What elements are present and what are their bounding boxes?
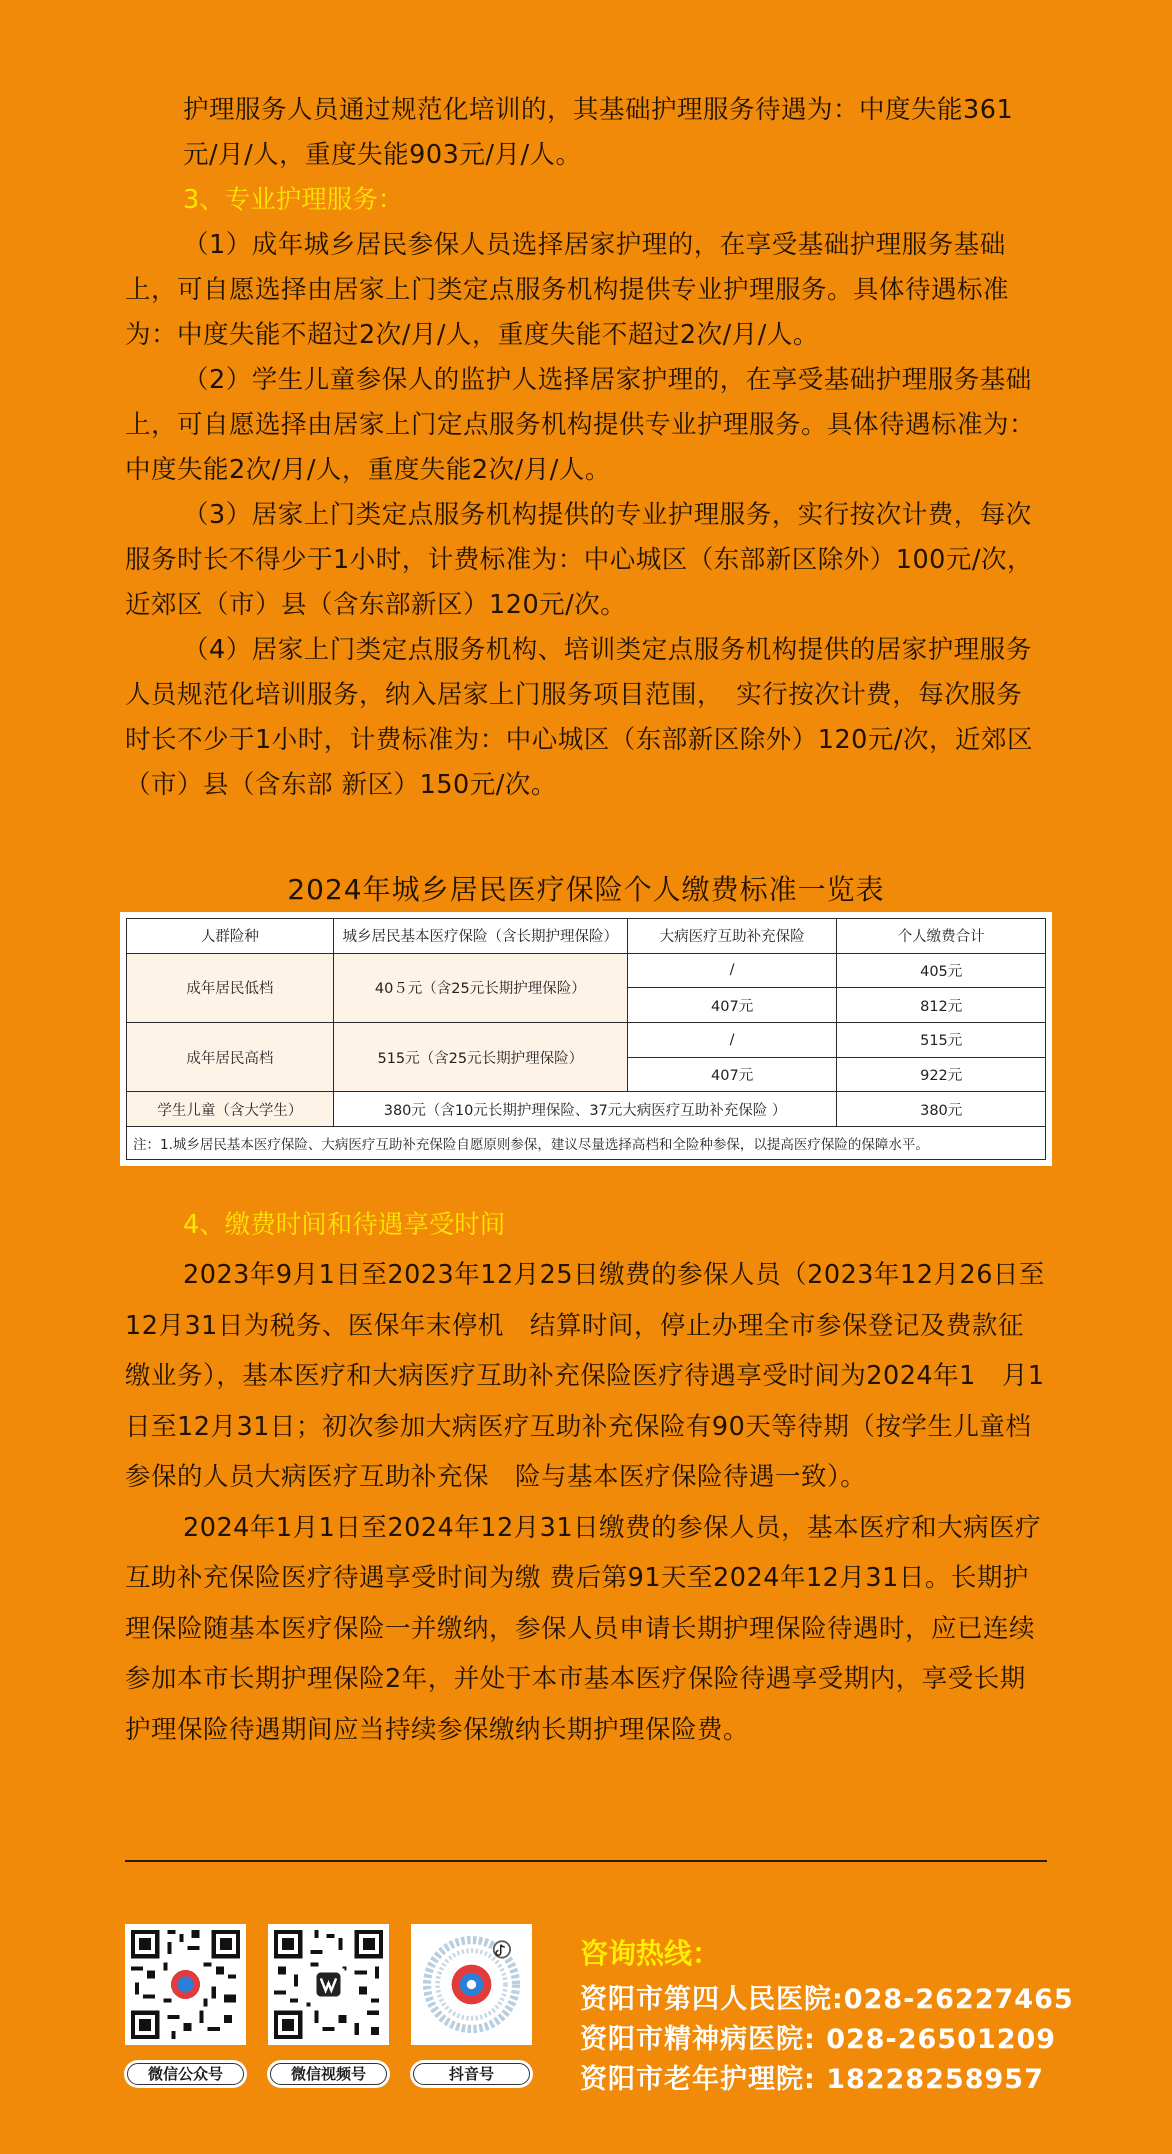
table-header-row	[127, 919, 1046, 954]
qr-pattern	[270, 1926, 387, 2043]
section-divider	[125, 1860, 1047, 1862]
table-cell-basic: 40５元（含25元长期护理保险）	[333, 953, 627, 1022]
table-cell-group-name: 成年居民高档	[127, 1022, 334, 1091]
qr-code-douyin	[411, 1924, 532, 2045]
table-row	[127, 1092, 1046, 1127]
hotline-title: 咨询热线：	[580, 1937, 721, 1970]
paragraph-payment-2024: 2024年1月1日至2024年12月31日缴费的参保人员，基本医疗和大病医疗互助补充保险医疗待遇享受时间为缴 费后第91天至2024年12月31日。长期护理保险随基本医疗保险一并缴纳，参保人员申请长期护理保险待遇时，应已连续参加本市长期护理保险2年，并处于本市基本医疗保险待遇享受期内，享受长期护理保险待遇期间应当持续参保缴纳长期护理保险费。	[125, 1512, 1042, 1745]
hotline-mental-hospital: 资阳市精神病医院: 028-26501209	[580, 2024, 1057, 2055]
qr-label-text: 微信视频号	[270, 2063, 387, 2085]
table-cell-total: 405元	[837, 953, 1046, 988]
table-cell-group-name: 成年居民低档	[127, 953, 334, 1022]
table-header-cell: 大病医疗互助补充保险	[627, 919, 837, 954]
fee-table-container	[120, 912, 1052, 1166]
table-header-cell: 个人缴费合计	[837, 919, 1046, 954]
qr-code-wechat-channels	[268, 1924, 389, 2045]
table-cell-total: 812元	[837, 988, 1046, 1023]
table-cell-extra: /	[627, 1022, 837, 1057]
hotline-elderly-care: 资阳市老年护理院: 18228258957	[580, 2064, 1044, 2095]
paragraph-item-1: （1）成年城乡居民参保人员选择居家护理的，在享受基础护理服务基础上，可自愿选择由居家上门类定点服务机构提供专业护理服务。具体待遇标准为：中度失能不超过2次/月/人，重度失能不超过2次/月/人。	[125, 230, 1010, 350]
table-cell-extra: /	[627, 953, 837, 988]
table-cell-total: 515元	[837, 1022, 1046, 1057]
qr-label-text: 抖音号	[413, 2063, 530, 2085]
heading-payment-time: 4、缴费时间和待遇享受时间	[183, 1210, 506, 1240]
qr-label-wechat-channels	[267, 2060, 390, 2088]
table-note: 注：1.城乡居民基本医疗保险、大病医疗互助补充保险自愿原则参保，建议尽量选择高档和全险种参保，以提高医疗保险的保障水平。	[127, 1126, 1046, 1159]
table-cell-basic: 380元（含10元长期护理保险、37元大病医疗互助补充保险 ）	[333, 1092, 837, 1127]
qr-label-wechat-official	[124, 2060, 247, 2088]
table-cell-total: 922元	[837, 1057, 1046, 1092]
paragraph-item-3: （3）居家上门类定点服务机构提供的专业护理服务，实行按次计费，每次服务时长不得少于1小时，计费标准为：中心城区（东部新区除外）100元/次，近郊区（市）县（含东部新区）120元/次。	[125, 500, 1033, 620]
payment-time-section	[125, 1200, 1047, 1755]
table-cell-group-name: 学生儿童（含大学生）	[127, 1092, 334, 1127]
douyin-code-pattern	[413, 1926, 530, 2043]
qr-code-wechat-official	[125, 1924, 246, 2045]
qr-pattern	[127, 1926, 244, 2043]
table-cell-extra: 407元	[627, 1057, 837, 1092]
table-cell-total: 380元	[837, 1092, 1046, 1127]
table-row	[127, 1022, 1046, 1057]
paragraph-item-4: （4）居家上门类定点服务机构、培训类定点服务机构提供的居家护理服务人员规范化培训服务，纳入居家上门服务项目范围， 实行按次计费，每次服务时长不少于1小时，计费标准为：中心城区（东部新区除外）120元/次，近郊区（市）县（含东部 新区）150元/次。	[125, 635, 1033, 800]
paragraph-basic-care-cont: 护理服务人员通过规范化培训的，其基础护理服务待遇为：中度失能361元/月/人，重度失能903元/月/人。	[183, 95, 1014, 170]
paragraph-payment-2023: 2023年9月1日至2023年12月25日缴费的参保人员（2023年12月26日至12月31日为税务、医保年末停机 结算时间，停止办理全市参保登记及费款征缴业务），基本医疗和大病医疗互助补充保险医疗待遇享受时间为2024年1 月1日至12月31日；初次参加大病医疗互助补充保险有90天等待期（按学生儿童档参保的人员大病医疗互助补充保 险与基本医疗保险待遇一致）。	[125, 1260, 1045, 1492]
table-note-row	[127, 1126, 1046, 1159]
table-cell-extra: 407元	[627, 988, 837, 1023]
hotline-fourth-hospital: 资阳市第四人民医院:028-26227465	[580, 1984, 1074, 2015]
table-header-cell: 人群险种	[127, 919, 334, 954]
fee-table	[126, 918, 1046, 1160]
paragraph-item-2: （2）学生儿童参保人的监护人选择居家护理的，在享受基础护理服务基础上，可自愿选择由居家上门定点服务机构提供专业护理服务。具体待遇标准为：中度失能2次/月/人，重度失能2次/月/人。	[125, 365, 1036, 485]
table-header-cell: 城乡居民基本医疗保险（含长期护理保险）	[333, 919, 627, 954]
top-text-block	[125, 88, 1047, 808]
heading-professional-care: 3、专业护理服务：	[183, 185, 404, 215]
qr-label-douyin	[410, 2060, 533, 2088]
table-title: 2024年城乡居民医疗保险个人缴费标准一览表	[287, 873, 885, 906]
table-cell-basic: 515元（含25元长期护理保险）	[333, 1022, 627, 1091]
table-row	[127, 953, 1046, 988]
qr-label-text: 微信公众号	[127, 2063, 244, 2085]
hotline-block	[580, 1932, 1074, 2100]
